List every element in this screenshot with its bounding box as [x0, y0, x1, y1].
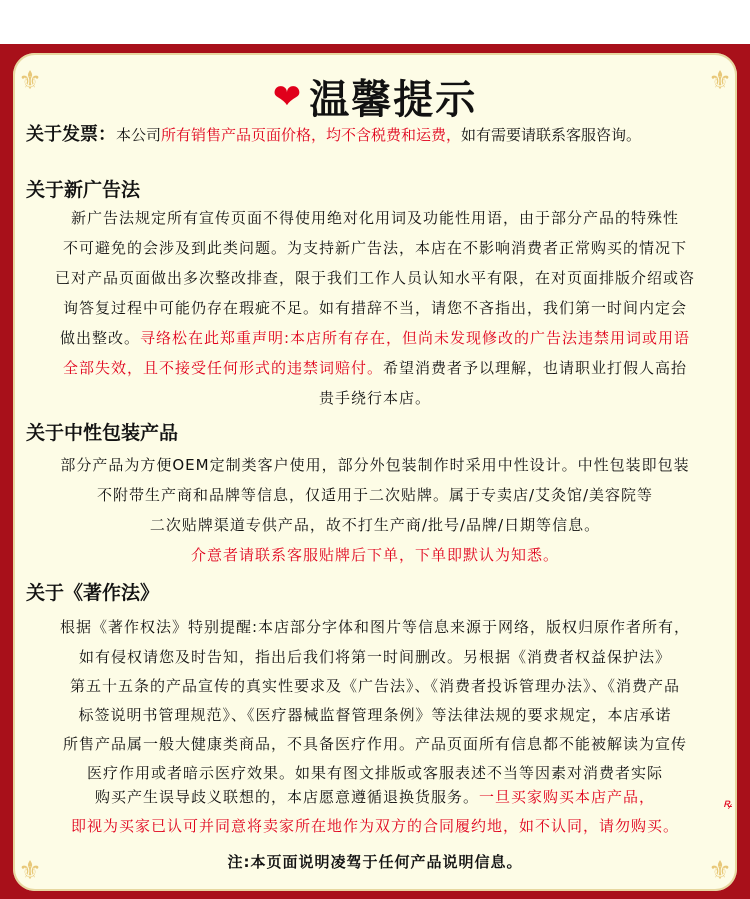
invoice-line: [26, 120, 641, 146]
neutral-line: 不附带生产商和品牌等信息，仅适用于二次贴牌。属于专卖店/艾灸馆/美容院等: [96, 486, 654, 504]
fleur-de-lis-icon: ⚜: [18, 856, 42, 886]
copyright-line: 如有侵权请您及时告知，指出后我们将第一时间删改。另根据《消费者权益保护法》: [78, 648, 671, 666]
signature-mark: ꝶ: [722, 796, 732, 810]
section-heading-ad-law: 关于新广告法: [26, 179, 141, 201]
section-heading-copyright: 关于《著作法》: [26, 582, 160, 604]
ad-law-line: 新广告法规定所有宣传页面不得使用绝对化用词及功能性用语，由于部分产品的特殊性: [70, 209, 679, 227]
copyright-line: 第五十五条的产品宣传的真实性要求及《广告法》、《消费者投诉管理办法》、《消费产品: [69, 677, 680, 695]
copyright-line: 所售产品属一般大健康类商品，不具备医疗作用。产品页面所有信息都不能被解读为宣传: [62, 735, 687, 753]
section-heading-neutral: 关于中性包装产品: [26, 422, 179, 444]
ad-law-line: 已对产品页面做出多次整改排查，限于我们工作人员认知水平有限，在对页面排版介绍或咨: [54, 269, 695, 287]
copyright-line: 医疗作用或者暗示医疗效果。如果有图文排版或客服表述不当等因素对消费者实际: [86, 764, 663, 782]
ad-law-line6-black: 希望消费者予以理解，也请职业打假人高抬: [383, 359, 688, 377]
copyright-line: 标签说明书管理规范》、《医疗器械监督管理条例》等法律法规的要求规定，本店承诺: [78, 706, 672, 724]
heart-icon: ❤: [272, 76, 304, 117]
ad-law-line6-red: 全部失效，且不接受任何形式的违禁词赔付。: [62, 359, 383, 377]
neutral-red-line: 介意者请联系客服贴牌后下单，下单即默认为知悉。: [190, 546, 559, 564]
invoice-prefix: 本公司: [116, 126, 162, 144]
fleur-de-lis-icon: ⚜: [708, 66, 732, 96]
copyright-line8-red: 即视为买家已认可并同意将卖家所在地作为双方的合同履约地，如不认同，请勿购买。: [70, 817, 679, 835]
ad-law-line: 贵手绕行本店。: [318, 389, 431, 407]
ad-law-line: [0, 327, 750, 348]
neutral-line: 部分产品为方便OEM定制类客户使用，部分外包装制作时采用中性设计。中性包装即包装: [60, 456, 690, 474]
copyright-line7-black: 购买产生误导歧义联想的，本店愿意遵循退换货服务。: [94, 788, 479, 806]
fleur-de-lis-icon: ⚜: [18, 66, 42, 96]
ad-law-line: 不可避免的会涉及到此类问题。为支持新广告法，本店在不影响消费者正常购买的情况下: [62, 239, 687, 257]
ad-law-line: 询答复过程中可能仍存在瑕疵不足。如有措辞不当，请您不吝指出，我们第一时间内定会: [62, 299, 687, 317]
title-text: 温馨提示: [309, 77, 478, 123]
invoice-suffix: 如有需要请联系客服咨询。: [461, 126, 642, 144]
page-title: [0, 68, 750, 125]
ad-law-line5-black: 做出整改。: [59, 329, 140, 347]
ad-law-line: [0, 357, 750, 378]
copyright-line7-red: 一旦买家购买本店产品，: [479, 788, 656, 806]
ad-law-line5-red: 寻络松在此郑重声明:本店所有存在，但尚未发现修改的广告法违禁用词或用语: [139, 329, 691, 347]
invoice-label: 关于发票：: [26, 124, 116, 145]
fleur-de-lis-icon: ⚜: [708, 856, 732, 886]
neutral-line: 二次贴牌渠道专供产品，故不打生产商/批号/品牌/日期等信息。: [149, 516, 601, 534]
footer-note: 注:本页面说明凌驾于任何产品说明信息。: [227, 853, 523, 871]
copyright-line: 根据《著作权法》特别提醒:本店部分字体和图片等信息来源于网络，版权归原作者所有，: [59, 618, 691, 636]
invoice-red-text: 所有销售产品页面价格，均不含税费和运费，: [161, 126, 462, 144]
copyright-line: [0, 786, 750, 807]
